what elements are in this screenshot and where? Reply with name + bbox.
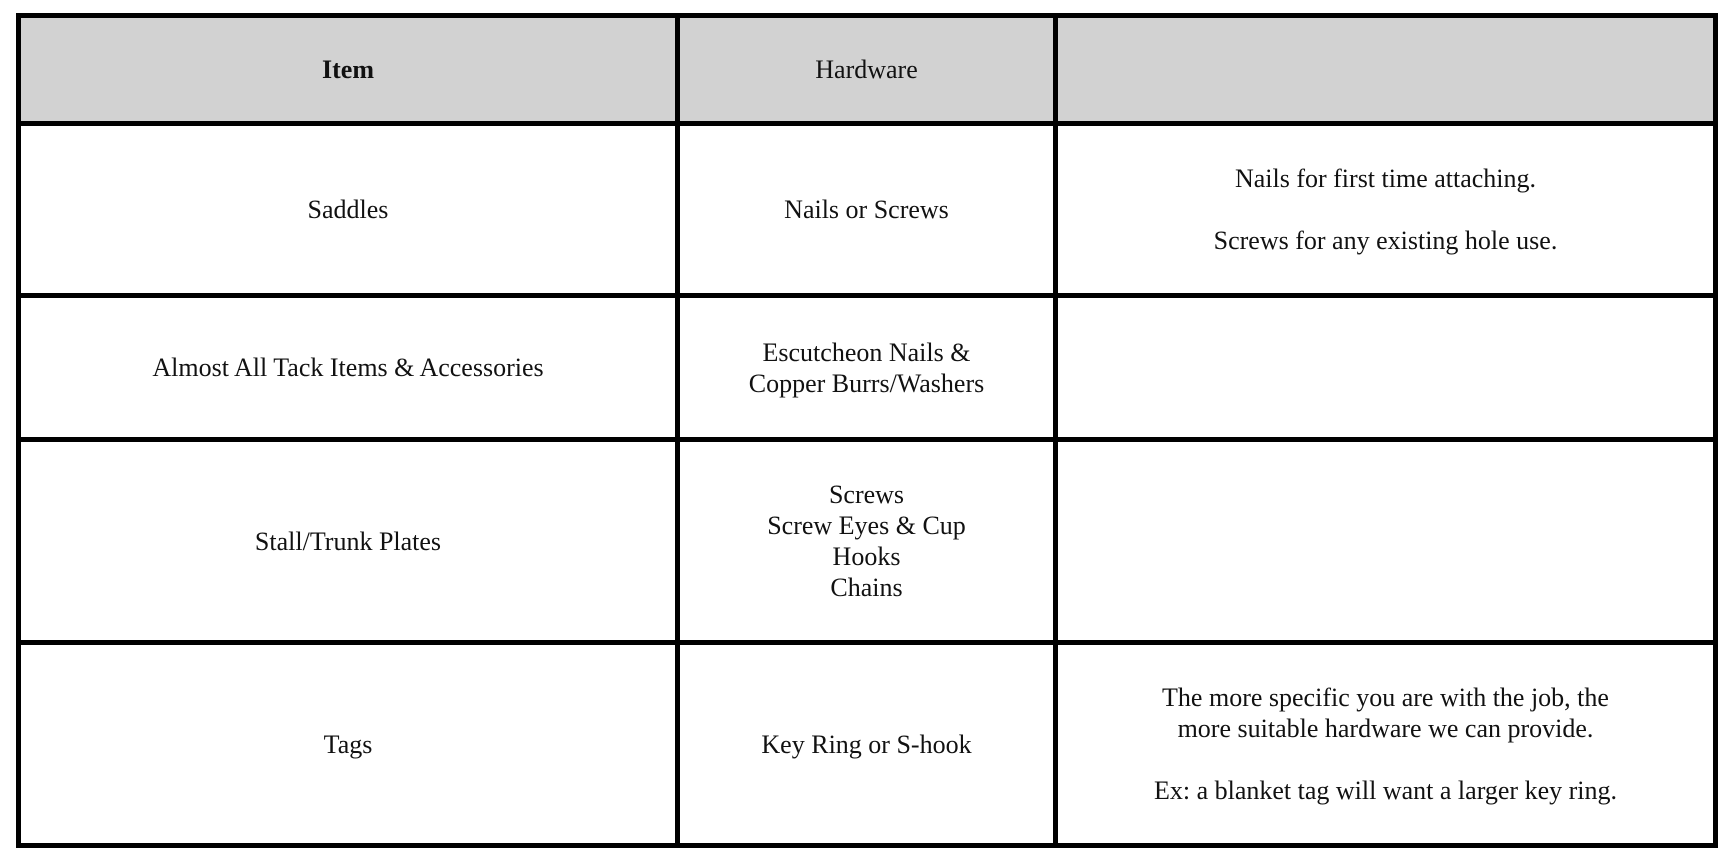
notes-cell — [1056, 296, 1716, 440]
notes-line: Screws for any existing hole use. — [1213, 226, 1558, 255]
notes-cell — [1056, 124, 1716, 296]
hardware-line: Screws — [828, 480, 905, 509]
hardware-line: Key Ring or S-hook — [761, 729, 972, 759]
table-header-row — [19, 16, 1716, 124]
paragraph-gap — [1068, 744, 1703, 775]
notes-cell — [1056, 643, 1716, 846]
notes-line: Ex: a blanket tag will want a larger key ring. — [1153, 776, 1618, 805]
paragraph-gap — [1068, 194, 1703, 225]
table-row — [19, 124, 1716, 296]
notes-line: The more specific you are with the job, the — [1162, 683, 1609, 712]
notes-cell — [1056, 440, 1716, 643]
hardware-table — [16, 13, 1718, 848]
hardware-line: Hooks — [832, 542, 901, 571]
hardware-table-container — [16, 13, 1718, 848]
hardware-line: Nails or Screws — [784, 195, 949, 224]
table-row — [19, 643, 1716, 846]
table-row — [19, 296, 1716, 440]
hardware-line: Screw Eyes & Cup — [767, 511, 966, 540]
hardware-line: Copper Burrs/Washers — [748, 368, 985, 398]
header-notes — [1056, 16, 1716, 124]
hardware-cell — [678, 124, 1056, 296]
hardware-line: Chains — [830, 573, 903, 602]
item-cell: Stall/Trunk Plates — [19, 440, 678, 643]
hardware-cell — [678, 643, 1056, 846]
header-hardware: Hardware — [678, 16, 1056, 124]
item-cell: Tags — [19, 643, 678, 846]
header-item: Item — [19, 16, 678, 124]
item-cell: Saddles — [19, 124, 678, 296]
hardware-cell — [678, 440, 1056, 643]
hardware-cell — [678, 296, 1056, 440]
hardware-line: Escutcheon Nails & — [762, 337, 971, 367]
table-row — [19, 440, 1716, 643]
notes-line: Nails for first time attaching. — [1234, 164, 1537, 193]
item-cell: Almost All Tack Items & Accessories — [19, 296, 678, 440]
notes-line: more suitable hardware we can provide. — [1177, 714, 1594, 743]
